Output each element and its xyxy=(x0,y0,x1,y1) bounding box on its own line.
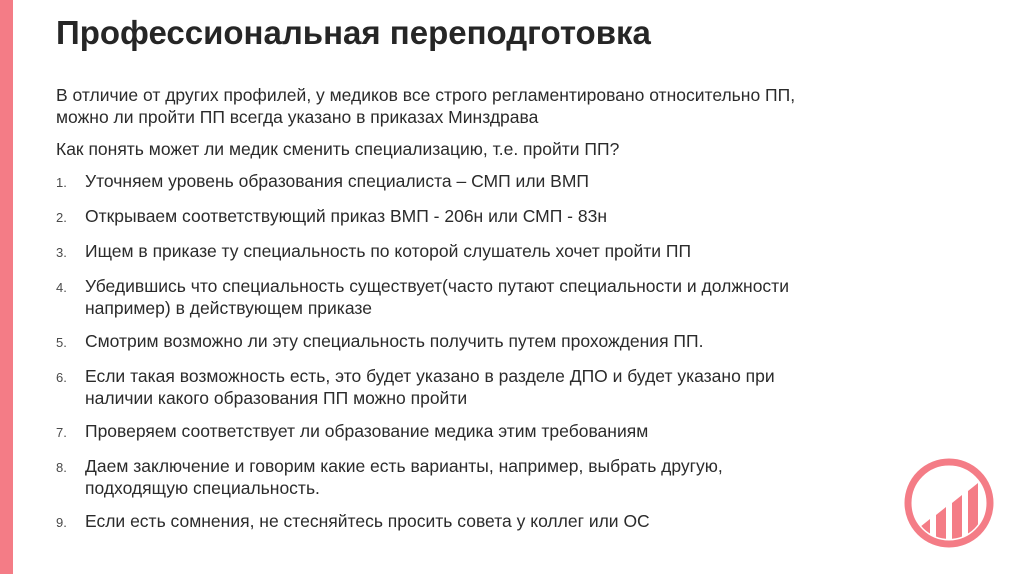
list-item-text: Смотрим возможно ли эту специальность получить путем прохождения ПП. xyxy=(85,331,704,351)
list-item-text: Открываем соответствующий приказ ВМП - 206н или СМП - 83н xyxy=(85,206,607,226)
list-item-number: 4. xyxy=(56,280,67,295)
list-item-text: Если есть сомнения, не стесняйтесь просить совета у коллег или ОС xyxy=(85,511,650,531)
list-item xyxy=(56,365,816,409)
intro-paragraph-1: В отличие от других профилей, у медиков все строго регламентировано относительно ПП, можно ли пройти ПП всегда указано в приказах Минздрава xyxy=(56,85,796,127)
list-item-number: 6. xyxy=(56,370,67,385)
list-item-text: Убедившись что специальность существует(часто путают специальности и должности например) в действующем приказе xyxy=(85,276,789,318)
list-item xyxy=(56,510,816,534)
list-item-number: 5. xyxy=(56,335,67,350)
list-item xyxy=(56,205,816,229)
accent-bar xyxy=(0,0,13,574)
list-item-text: Даем заключение и говорим какие есть варианты, например, выбрать другую, подходящую специальность. xyxy=(85,456,723,498)
list-item-number: 1. xyxy=(56,175,67,190)
slide-body xyxy=(56,84,816,545)
list-item-number: 2. xyxy=(56,210,67,225)
list-item-number: 9. xyxy=(56,515,67,530)
list-item-number: 7. xyxy=(56,425,67,440)
list-item xyxy=(56,420,816,444)
list-item xyxy=(56,170,816,194)
intro-paragraph-2: Как понять может ли медик сменить специализацию, т.е. пройти ПП? xyxy=(56,139,620,159)
slide-title: Профессиональная переподготовка xyxy=(56,14,651,51)
list-item-text: Если такая возможность есть, это будет указано в разделе ДПО и будет указано при наличии какого образования ПП можно пройти xyxy=(85,366,775,408)
list-item-text: Ищем в приказе ту специальность по которой слушатель хочет пройти ПП xyxy=(85,241,692,261)
list-item xyxy=(56,330,816,354)
list-item xyxy=(56,275,816,319)
growth-bars-circle-icon xyxy=(903,457,995,549)
list-item-text: Проверяем соответствует ли образование медика этим требованиям xyxy=(85,421,649,441)
list-item-number: 3. xyxy=(56,245,67,260)
steps-list xyxy=(56,170,816,534)
list-item-number: 8. xyxy=(56,460,67,475)
list-item xyxy=(56,240,816,264)
list-item xyxy=(56,455,816,499)
list-item-text: Уточняем уровень образования специалиста – СМП или ВМП xyxy=(85,171,590,191)
